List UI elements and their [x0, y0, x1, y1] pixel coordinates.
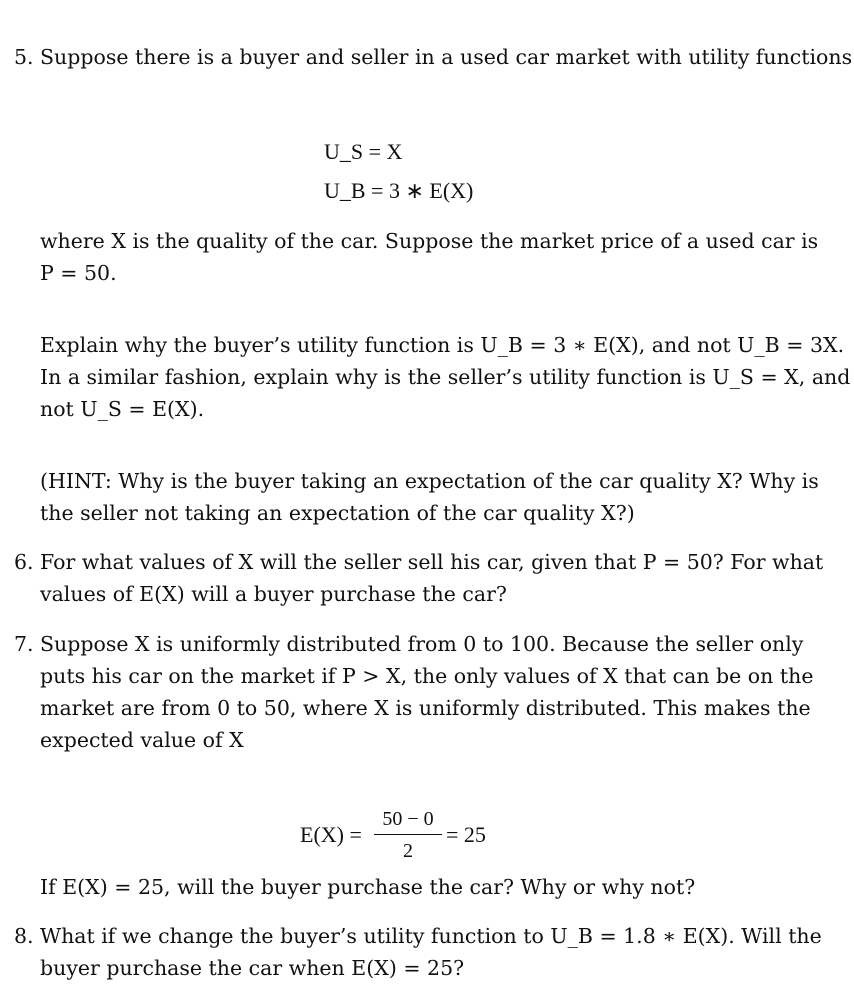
item-text: Suppose there is a buyer and seller in a used car market with utility functions: [40, 45, 853, 69]
item-text: Suppose X is uniformly distributed from 0 to 100. Because the seller only: [40, 632, 804, 656]
hint-text: (HINT: Why is the buyer taking an expectation of the car quality X? Why is: [40, 469, 819, 493]
item-text: Explain why the buyer’s utility function is U_B = 3 ∗ E(X), and not U_B = 3X.: [40, 333, 845, 357]
item-text: values of E(X) will a buyer purchase the car?: [40, 582, 507, 606]
item-text: What if we change the buyer’s utility function to U_B = 1.8 ∗ E(X). Will the: [40, 924, 822, 948]
equation-rhs: = 25: [446, 822, 486, 847]
item-text: buyer purchase the car when E(X) = 25?: [40, 956, 465, 980]
item-number: 8.: [14, 924, 34, 948]
fraction-denominator: 2: [403, 840, 413, 862]
item-text: where X is the quality of the car. Suppose the market price of a used car is: [40, 229, 819, 253]
item-text: For what values of X will the seller sell his car, given that P = 50? For what: [40, 550, 824, 574]
item-number: 5.: [14, 45, 34, 69]
item-question: If E(X) = 25, will the buyer purchase the car? Why or why not?: [40, 875, 696, 899]
item-text: puts his car on the market if P > X, the only values of X that can be on the: [40, 664, 814, 688]
hint-text: the seller not taking an expectation of the car quality X?): [40, 501, 635, 525]
item-number: 7.: [14, 632, 34, 656]
item-text: P = 50.: [40, 261, 117, 285]
item-text: In a similar fashion, explain why is the seller’s utility function is U_S = X, and: [40, 365, 851, 389]
item-text: not U_S = E(X).: [40, 397, 205, 421]
equation-buyer-utility: U_B = 3 ∗ E(X): [324, 178, 474, 203]
item-number: 6.: [14, 550, 34, 574]
item-text: market are from 0 to 50, where X is uniformly distributed. This makes the: [40, 696, 811, 720]
equation-lhs: E(X) =: [300, 822, 362, 847]
item-text: expected value of X: [40, 728, 244, 752]
fraction-numerator: 50 − 0: [382, 808, 434, 830]
equation-seller-utility: U_S = X: [324, 139, 403, 164]
fraction-bar: [374, 834, 442, 835]
